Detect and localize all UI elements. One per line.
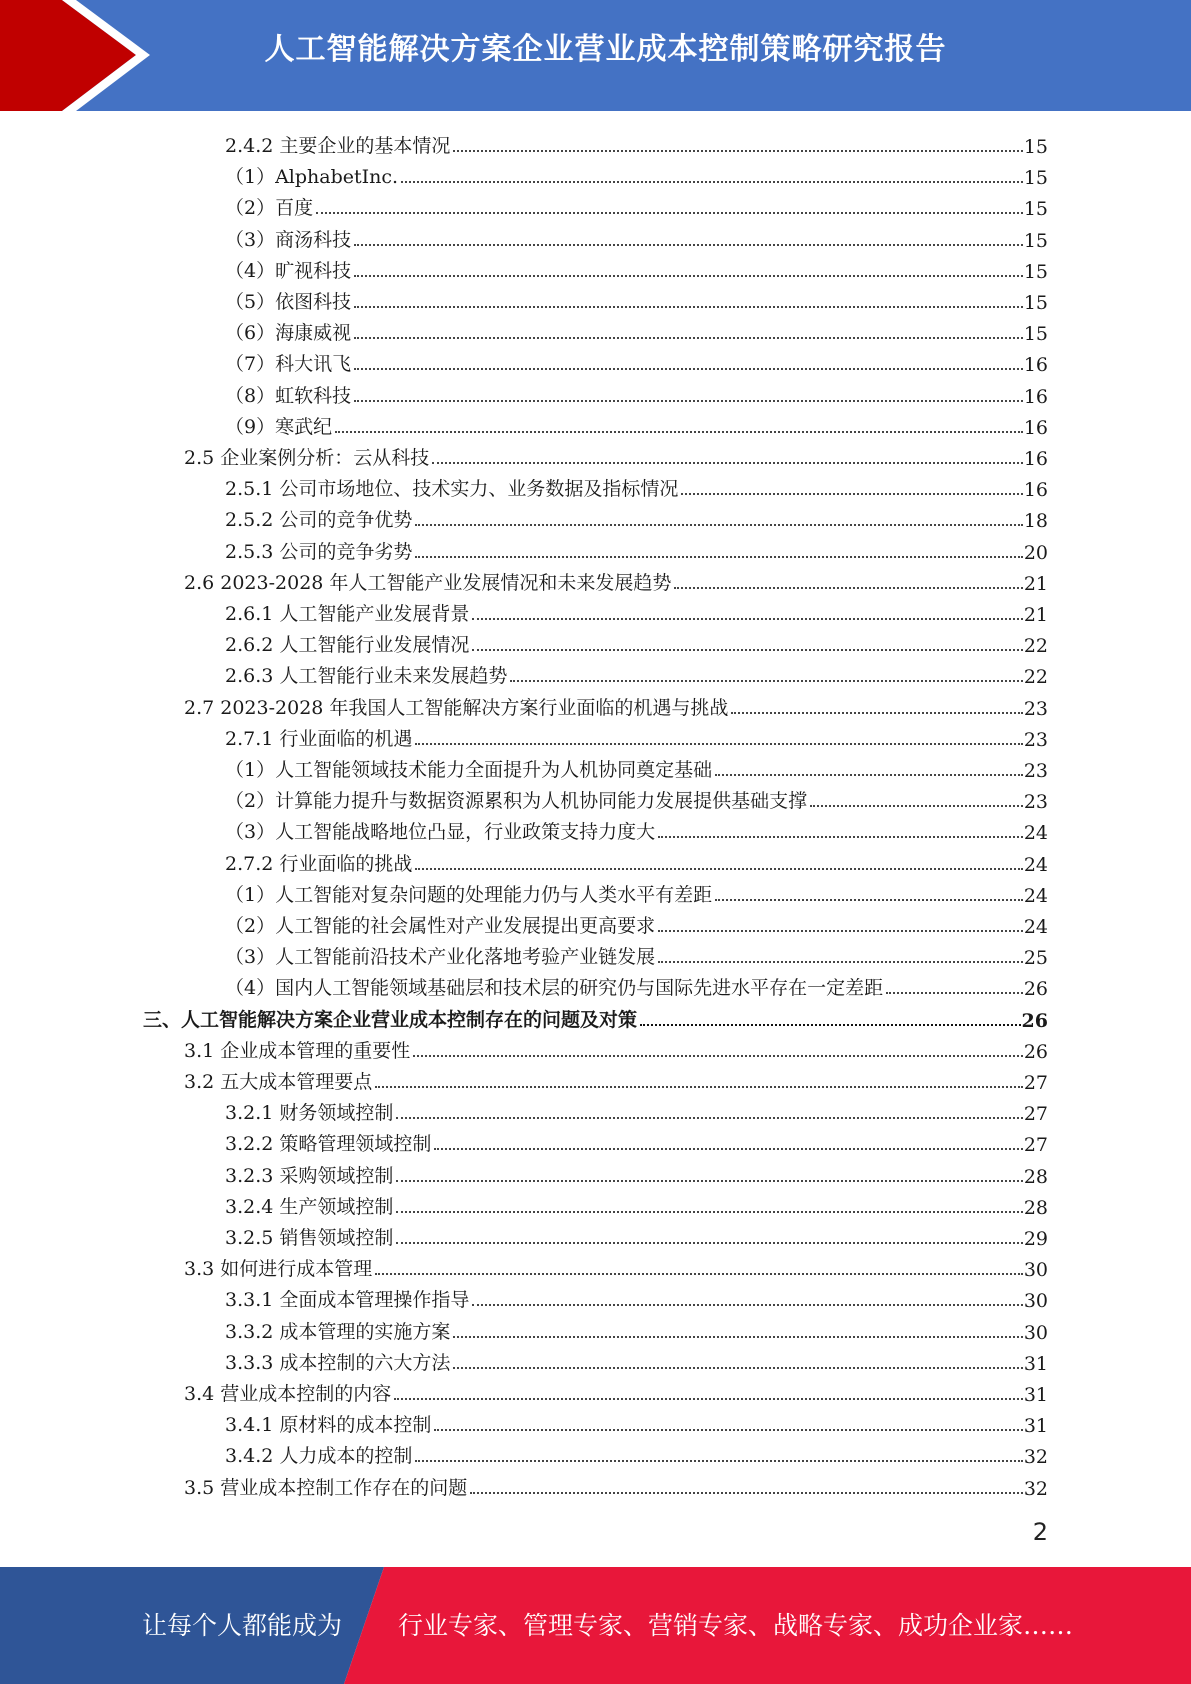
toc-entry-label: 2.7.2 行业面临的挑战: [225, 853, 413, 875]
toc-dot-leader: [810, 803, 1023, 807]
toc-entry-page: 22: [1023, 635, 1048, 657]
toc-entry-page: 27: [1023, 1072, 1048, 1094]
toc-entry-label: 2.6.1 人工智能产业发展背景: [225, 603, 470, 625]
toc-entry-label: 3.5 营业成本控制工作存在的问题: [184, 1477, 468, 1499]
toc-entry[interactable]: [184, 439, 1048, 470]
toc-entry-page: 30: [1023, 1259, 1048, 1281]
toc-entry-page: 30: [1023, 1322, 1048, 1344]
toc-dot-leader: [354, 335, 1023, 339]
toc-entry-page: 32: [1023, 1478, 1048, 1500]
toc-dot-leader: [354, 366, 1023, 370]
toc-entry-page: 27: [1023, 1103, 1048, 1125]
toc-entry-label: （3）商汤科技: [225, 229, 352, 251]
toc-entry-label: （8）虹软科技: [225, 385, 352, 407]
toc-entry-label: 2.5.3 公司的竞争劣势: [225, 541, 413, 563]
toc-dot-leader: [396, 1209, 1022, 1213]
toc-entry-label: 3.2.1 财务领域控制: [225, 1102, 394, 1124]
toc-dot-leader: [681, 491, 1022, 495]
toc-entry-page: 29: [1023, 1228, 1048, 1250]
toc-entry-label: （1）人工智能领域技术能力全面提升为人机协同奠定基础: [225, 759, 713, 781]
toc-entry-page: 15: [1023, 292, 1048, 314]
toc-entry[interactable]: [225, 751, 1048, 782]
toc-dot-leader: [472, 616, 1022, 620]
toc-entry-label: 3.2.5 销售领域控制: [225, 1227, 394, 1249]
toc-entry-label: （2）计算能力提升与数据资源累积为人机协同能力发展提供基础支撑: [225, 790, 808, 812]
toc-entry-page: 31: [1023, 1384, 1048, 1406]
toc-entry[interactable]: [225, 283, 1048, 314]
toc-entry-page: 23: [1023, 760, 1048, 782]
toc-entry[interactable]: [225, 969, 1048, 1000]
toc-entry-page: 16: [1023, 448, 1048, 470]
toc-entry[interactable]: [225, 1125, 1048, 1156]
toc-dot-leader: [472, 647, 1022, 651]
toc-entry-page: 23: [1023, 698, 1048, 720]
toc-entry[interactable]: [225, 345, 1048, 376]
toc-entry[interactable]: [225, 1094, 1048, 1125]
toc-entry[interactable]: [184, 1375, 1048, 1406]
toc-entry-label: 3.1 企业成本管理的重要性: [184, 1040, 411, 1062]
toc-entry-label: （1）AlphabetInc.: [225, 166, 399, 188]
toc-dot-leader: [715, 897, 1023, 901]
page-number: 2: [1032, 1518, 1048, 1546]
toc-dot-leader: [413, 1053, 1023, 1057]
toc-entry-page: 15: [1023, 198, 1048, 220]
toc-entry[interactable]: [184, 1063, 1048, 1094]
toc-entry[interactable]: [225, 1188, 1048, 1219]
toc-dot-leader: [375, 1084, 1023, 1088]
toc-entry-page: 30: [1023, 1290, 1048, 1312]
toc-dot-leader: [396, 1115, 1022, 1119]
toc-entry-label: （7）科大讯飞: [225, 353, 352, 375]
toc-entry-label: 2.7.1 行业面临的机遇: [225, 728, 413, 750]
toc-dot-leader: [415, 522, 1022, 526]
toc-entry-page: 20: [1023, 542, 1048, 564]
toc-entry-label: 3.4 营业成本控制的内容: [184, 1383, 392, 1405]
toc-entry-page: 18: [1023, 510, 1048, 532]
toc-entry-label: 2.5.2 公司的竞争优势: [225, 509, 413, 531]
toc-entry-page: 25: [1023, 947, 1048, 969]
toc-entry[interactable]: [184, 1032, 1048, 1063]
toc-entry[interactable]: [225, 158, 1048, 189]
toc-entry-label: 3.3.2 成本管理的实施方案: [225, 1321, 451, 1343]
toc-entry-label: （5）依图科技: [225, 291, 352, 313]
toc-entry-page: 26: [1023, 1041, 1048, 1063]
footer-slogan-right: 行业专家、管理专家、营销专家、战略专家、成功企业家……: [398, 1611, 1074, 1640]
toc-entry-page: 27: [1023, 1134, 1048, 1156]
toc-entry-label: 3.3 如何进行成本管理: [184, 1258, 373, 1280]
toc-entry[interactable]: [225, 127, 1048, 158]
toc-dot-leader: [510, 678, 1022, 682]
toc-entry-label: （1）人工智能对复杂问题的处理能力仍与人类水平有差距: [225, 884, 713, 906]
toc-dot-leader: [415, 1458, 1022, 1462]
toc-entry-label: （3）人工智能战略地位凸显，行业政策支持力度大: [225, 821, 656, 843]
toc-entry[interactable]: [225, 1344, 1048, 1375]
toc-entry-label: （3）人工智能前沿技术产业化落地考验产业链发展: [225, 946, 656, 968]
toc-dot-leader: [415, 866, 1022, 870]
toc-entry-page: 15: [1023, 261, 1048, 283]
toc-entry-label: （6）海康威视: [225, 322, 352, 344]
toc-dot-leader: [394, 1396, 1023, 1400]
toc-entry-label: （2）人工智能的社会属性对产业发展提出更高要求: [225, 915, 656, 937]
toc-dot-leader: [434, 1427, 1022, 1431]
page-header: [0, 0, 1191, 111]
toc-entry-page: 21: [1023, 573, 1048, 595]
toc-entry[interactable]: [225, 1281, 1048, 1312]
toc-entry-page: 16: [1023, 354, 1048, 376]
toc-entry[interactable]: [225, 408, 1048, 439]
toc-entry[interactable]: [225, 1157, 1048, 1188]
toc-dot-leader: [453, 148, 1022, 152]
toc-entry-page: 31: [1023, 1415, 1048, 1437]
toc-dot-leader: [640, 1022, 1021, 1026]
toc-entry-page: 15: [1023, 323, 1048, 345]
toc-entry-page: 16: [1023, 479, 1048, 501]
toc-entry[interactable]: [225, 221, 1048, 252]
toc-entry-page: 32: [1023, 1446, 1048, 1468]
toc-entry[interactable]: [225, 657, 1048, 688]
toc-entry-label: （4）国内人工智能领域基础层和技术层的研究仍与国际先进水平存在一定差距: [225, 977, 884, 999]
toc-entry-page: 24: [1023, 885, 1048, 907]
toc-entry-page: 24: [1023, 854, 1048, 876]
toc-entry[interactable]: [225, 252, 1048, 283]
toc-dot-leader: [415, 741, 1022, 745]
toc-entry-page: 23: [1023, 791, 1048, 813]
toc-entry-label: 2.5 企业案例分析：云从科技: [184, 447, 430, 469]
toc-entry[interactable]: [225, 314, 1048, 345]
toc-dot-leader: [316, 210, 1023, 214]
toc-entry-label: 3.4.2 人力成本的控制: [225, 1445, 413, 1467]
toc-entry-label: 3.2.4 生产领域控制: [225, 1196, 394, 1218]
report-title: 人工智能解决方案企业营业成本控制策略研究报告: [264, 32, 947, 67]
toc-entry-label: 2.6.2 人工智能行业发展情况: [225, 634, 470, 656]
toc-dot-leader: [432, 460, 1023, 464]
toc-dot-leader: [886, 990, 1023, 994]
toc-dot-leader: [354, 273, 1023, 277]
toc-entry-page: 24: [1023, 916, 1048, 938]
toc-entry[interactable]: [225, 595, 1048, 626]
toc-entry[interactable]: [225, 907, 1048, 938]
toc-entry[interactable]: [225, 377, 1048, 408]
toc-entry[interactable]: [184, 689, 1048, 720]
toc-dot-leader: [453, 1365, 1022, 1369]
toc-dot-leader: [335, 429, 1023, 433]
toc-entry-label: 3.2 五大成本管理要点: [184, 1071, 373, 1093]
toc-entry[interactable]: [143, 1001, 1048, 1032]
toc-dot-leader: [354, 304, 1023, 308]
toc-entry[interactable]: [225, 813, 1048, 844]
page-footer: [0, 1567, 1191, 1684]
toc-entry-label: （2）百度: [225, 197, 314, 219]
toc-dot-leader: [470, 1490, 1023, 1494]
toc-entry-page: 24: [1023, 822, 1048, 844]
toc-entry-page: 16: [1023, 386, 1048, 408]
toc-dot-leader: [658, 959, 1023, 963]
toc-dot-leader: [472, 1302, 1022, 1306]
toc-dot-leader: [415, 554, 1022, 558]
toc-entry[interactable]: [225, 470, 1048, 501]
toc-entry-page: 23: [1023, 729, 1048, 751]
toc-dot-leader: [715, 772, 1023, 776]
toc-entry-label: 3.3.1 全面成本管理操作指导: [225, 1289, 470, 1311]
toc-entry-page: 15: [1023, 230, 1048, 252]
toc-entry-label: 三、人工智能解决方案企业营业成本控制存在的问题及对策: [143, 1009, 638, 1031]
toc-entry-label: 3.4.1 原材料的成本控制: [225, 1414, 432, 1436]
toc-entry-label: 2.7 2023-2028 年我国人工智能解决方案行业面临的机遇与挑战: [184, 697, 729, 719]
toc-dot-leader: [434, 1146, 1022, 1150]
toc-entry[interactable]: [225, 1219, 1048, 1250]
toc-entry-label: 3.2.2 策略管理领域控制: [225, 1133, 432, 1155]
toc-entry-label: 3.2.3 采购领域控制: [225, 1165, 394, 1187]
toc-entry[interactable]: [184, 564, 1048, 595]
toc-entry[interactable]: [225, 626, 1048, 657]
toc-dot-leader: [354, 242, 1023, 246]
toc-entry[interactable]: [225, 1406, 1048, 1437]
toc-entry-label: （9）寒武纪: [225, 416, 333, 438]
toc-entry[interactable]: [184, 1469, 1048, 1500]
toc-entry[interactable]: [225, 1313, 1048, 1344]
toc-dot-leader: [396, 1178, 1022, 1182]
toc-entry[interactable]: [225, 533, 1048, 564]
toc-entry-page: 31: [1023, 1353, 1048, 1375]
toc-entry-label: 2.6 2023-2028 年人工智能产业发展情况和未来发展趋势: [184, 572, 672, 594]
toc-dot-leader: [354, 398, 1023, 402]
toc-dot-leader: [401, 179, 1023, 183]
toc-entry-page: 21: [1023, 604, 1048, 626]
toc-entry[interactable]: [225, 782, 1048, 813]
toc-entry[interactable]: [184, 1250, 1048, 1281]
toc-entry-page: 26: [1023, 978, 1048, 1000]
toc-entry-page: 16: [1023, 417, 1048, 439]
toc-dot-leader: [674, 585, 1022, 589]
toc-entry[interactable]: [225, 938, 1048, 969]
toc-entry-page: 15: [1023, 167, 1048, 189]
toc-entry-label: 2.5.1 公司市场地位、技术实力、业务数据及指标情况: [225, 478, 679, 500]
footer-slogan-left: 让每个人都能成为: [142, 1611, 343, 1640]
toc-entry[interactable]: [225, 845, 1048, 876]
toc-entry[interactable]: [225, 1437, 1048, 1468]
toc-dot-leader: [658, 928, 1023, 932]
toc-entry-page: 26: [1021, 1010, 1048, 1032]
toc-dot-leader: [731, 710, 1022, 714]
toc-entry-label: （4）旷视科技: [225, 260, 352, 282]
toc-entry-label: 2.4.2 主要企业的基本情况: [225, 135, 451, 157]
toc-dot-leader: [396, 1240, 1022, 1244]
toc-dot-leader: [453, 1334, 1022, 1338]
toc-entry-page: 15: [1023, 136, 1048, 158]
toc-entry[interactable]: [225, 501, 1048, 532]
toc-entry-page: 22: [1023, 666, 1048, 688]
toc-entry-label: 3.3.3 成本控制的六大方法: [225, 1352, 451, 1374]
toc-entry[interactable]: [225, 189, 1048, 220]
toc-entry-label: 2.6.3 人工智能行业未来发展趋势: [225, 665, 508, 687]
toc-entry-page: 28: [1023, 1197, 1048, 1219]
toc-entry[interactable]: [225, 876, 1048, 907]
toc-dot-leader: [658, 834, 1023, 838]
toc-entry[interactable]: [225, 720, 1048, 751]
toc-dot-leader: [375, 1271, 1023, 1275]
toc-entry-page: 28: [1023, 1166, 1048, 1188]
